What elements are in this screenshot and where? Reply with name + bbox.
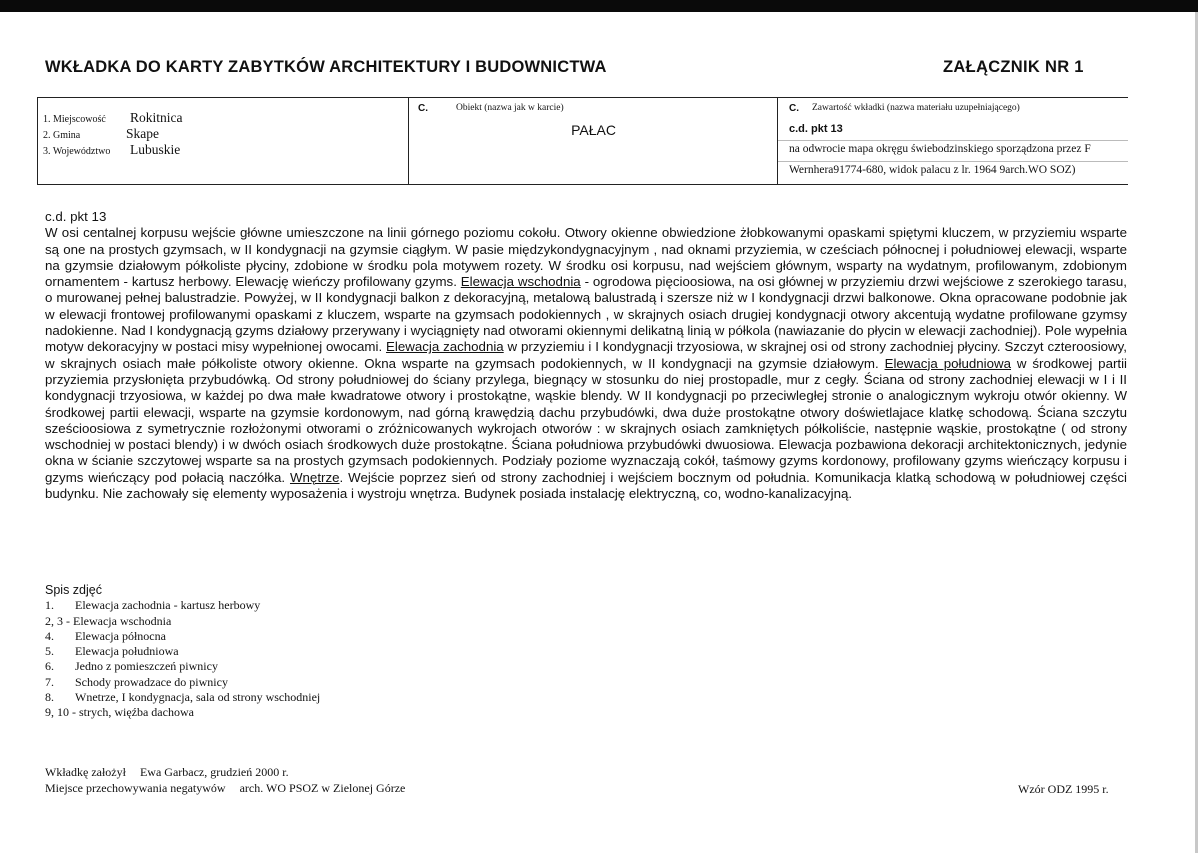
section-south-elevation: Elewacja południowa	[884, 355, 1011, 371]
object-cell	[409, 98, 778, 184]
photo-item: 8. Wnetrze, I kondygnacja, sala od strony wschodniej	[45, 690, 321, 705]
document-title: WKŁADKA DO KARTY ZABYTKÓW ARCHITEKTURY I BUDOWNICTWA	[45, 58, 607, 76]
photo-item: 2, 3 - Elewacja wschodnia	[45, 613, 172, 628]
section-east-elevation: Elewacja wschodnia	[460, 274, 581, 290]
prepared-by-label: Wkładkę założył	[45, 765, 126, 779]
text-segment: w przyziemiu i I kondygnacji trzyosiowa, w skrajnej osi od strony zachodniej płyciny. Szczyt czteroosiowy, w skrajnych osiach małe półkoliste otwory okienne. Okna wsparte na gzymsach podokiennych, w II kondygnacji na gzymsie działowym.	[45, 339, 1128, 371]
prepared-by-row	[45, 765, 405, 781]
contents-section-mark: C.	[789, 103, 799, 114]
contents-divider	[778, 161, 1128, 162]
location-cell	[38, 98, 409, 184]
text-segment: W osi centalnej korpusu wejście główne umieszczone na linii górnego poziomu cokołu. Otwory okienne obwiedzione żłobkowanymi opaskami spiętymi kluczem, w przyziemiu wsparte są one na prostych gzymsach, w II kondygnacji na gzymsie ciągłym. W pasie międzykondygnacyjnym , nad oknami przyziemia, w cześciach północnej i południowej elewacji, wsparte na gzymsie działowym półkoliste płyciny, zdobione w środku pola motywem rozety. W środku osi korpusu, nad wejściem głównym, wsparty na wydatnym, profilowanym, zdobionym ornamentem - kartusz herbowy. Elewację wieńczy profilowany gzyms.	[45, 225, 1127, 290]
commune-value: Skape	[126, 126, 159, 141]
photo-item: 9, 10 - strych, więźba dachowa	[45, 705, 194, 720]
commune-label: 2. Gmina	[43, 130, 81, 141]
town-value: Rokitnica	[130, 110, 183, 125]
contents-divider	[778, 140, 1128, 141]
voivodeship-label: 3. Województwo	[43, 146, 111, 157]
object-name: PAŁAC	[571, 122, 616, 138]
voivodeship-value: Lubuskie	[130, 142, 181, 157]
section-west-elevation: Elewacja zachodnia	[386, 339, 504, 355]
photo-list	[45, 583, 320, 721]
storage-value: arch. WO PSOZ w Zielonej Górze	[239, 780, 406, 795]
scan-top-border	[0, 0, 1198, 12]
section-interior: Wnętrze	[289, 469, 340, 485]
photo-item: 6. Jedno z pomieszczeń piwnicy	[45, 659, 218, 674]
footer-info	[45, 765, 405, 796]
contents-cell	[778, 98, 1128, 184]
storage-label: Miejsce przechowywania negatywów	[45, 780, 226, 795]
contents-line-1: na odwrocie mapa okręgu świebodzinskiego sporządzona przez F	[789, 143, 1091, 155]
metadata-table	[37, 97, 1128, 185]
description-body	[45, 209, 1127, 502]
location-row-voivodeship	[43, 141, 180, 159]
text-segment: - ogrodowa pięcioosiowa, na osi głównej w przyziemiu drzwi wejściowe z szerokiego tarasu, o murowanej pełnej balustradzie. Powyżej, w II kondygnacji balkon z dekoracyjną, metalową balustradą i szersze niż w I kondygnacji drzwi balkonowe. Okna opracowane podobnie jak w elewacji frontowej profilowanymi opaskami z kluczem, wsparte na gzymsach podokiennych , w skrajnych osiach drugiej kondygnacji otwory akcentują wydatne profilowane gzymsy nadokienne. Nad I kondygnacją gzyms działowy przerywany i wyciągnięty nad otworami okiennymi delikatną linią w półkola (nawiazanie do płycin w elewacji zachodniej). Pole wypełnia motyw dekoracyjny w postaci misy wypełnionej owocami.	[45, 274, 1127, 355]
negatives-storage-row	[45, 781, 405, 797]
contents-label: Zawartość wkładki (nazwa materiału uzupełniającego)	[812, 103, 1020, 113]
photo-item: 4. Elewacja północna	[45, 628, 166, 643]
town-label: 1. Miejscowość	[43, 114, 106, 125]
annex-number: ZAŁĄCZNIK NR 1	[943, 58, 1084, 76]
description-heading: c.d. pkt 13	[45, 209, 107, 224]
contents-line-2: Wernhera91774-680, widok palacu z lr. 1964 9arch.WO SOZ)	[789, 164, 1076, 176]
text-segment: . Wejście poprzez sień od strony zachodniej i wejściem bocznym od południa. Komunikacja klatką schodową w południowej części budynku. Nie zachowały się elementy wyposażenia i wystroju wnętrza. Budynek posiada instalację elektryczną, co, wodno-kanalizacyjną.	[45, 469, 1127, 502]
description-paragraph	[45, 225, 1127, 502]
photo-item: 1. Elewacja zachodnia - kartusz herbowy	[45, 598, 261, 613]
photo-item: 7. Schody prowadzace do piwnicy	[45, 674, 228, 689]
contents-point: c.d. pkt 13	[789, 123, 843, 135]
object-label: Obiekt (nazwa jak w karcie)	[456, 103, 564, 113]
photo-list-heading: Spis zdjęć	[45, 583, 102, 597]
photo-item: 5. Elewacja południowa	[45, 644, 179, 659]
text-segment: w środkowej partii przyziemia przysłonięta przybudówką. Od strony południowej do ściany przylega, biegnący w stosunku do niej prostopadle, mur z cegły. Ściana od strony zachodniej elewacji w I i II kondygnacji trzyosiowa, w każdej po dwa małe kwadratowe otwory i prostokątne, wąskie blendy. W II kondygnacji po przeciwległej stronie o analogicznym wykroju otwór okienny. W środkowej partii elewacji, wsparte na gzymsie kordonowym, nad górną krawędzią dachu przybudówki, dwa duże prostokątne otwory doświetlajace klatkę schodową. Ściana szczytu sześcioosiowa z symetrycznie rozłożonymi otworami o zróżnicowanych wykrojach otworów : w skrajnych osiach zamkniętych półkoliście, następnie wąskie, prostokątne ( od strony wschodniej w postaci blendy) i w dwóch osiach środkowych duże prostokątne. Ściana południowa przybudówki dwuosiowa. Elewacja pozbawiona dekoracji architektonicznych, jedynie okna w ścianie szczytowej wsparte sa na prostych gzymsach podokiennych. Podziały poziome wyznaczają cokół, taśmowy gzyms kordonowy, profilowany gzyms wieńczący korpusu i gzyms wieńczący pod połacią naczółka.	[45, 355, 1128, 485]
form-template-note: Wzór ODZ 1995 r.	[1018, 782, 1109, 796]
prepared-by-value: Ewa Garbacz, grudzień 2000 r.	[139, 765, 289, 779]
object-section-mark: C.	[418, 103, 428, 114]
